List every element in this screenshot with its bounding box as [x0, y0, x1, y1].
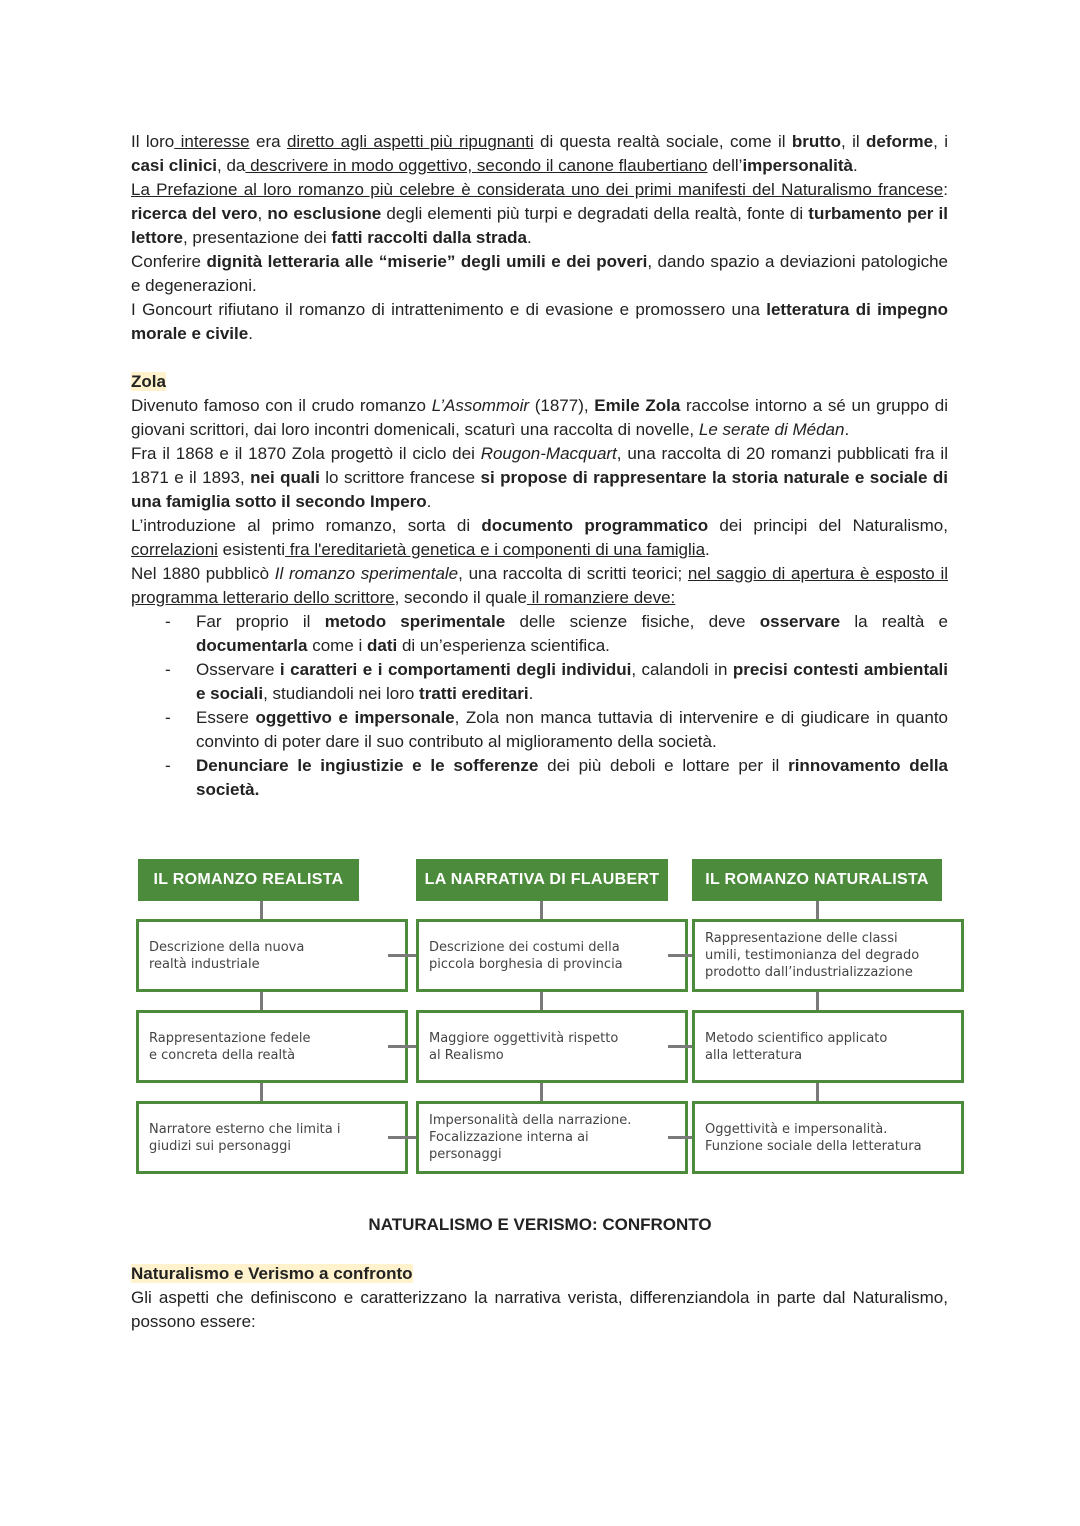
underlined-text: correlazioni — [131, 540, 218, 559]
bold-text: Emile Zola — [594, 396, 681, 415]
paragraph-zola-1 — [131, 394, 948, 442]
text: . — [526, 228, 532, 247]
text: (1877), — [529, 396, 595, 415]
comparison-diagram — [136, 859, 944, 1177]
text: . — [853, 156, 858, 175]
bold-text: brutto — [791, 132, 841, 151]
spacer — [131, 346, 948, 370]
list-item: - Essere oggettivo e impersonale, Zola non manca tuttavia di intervenire e di giudicare in quanto convinto di poter dare il suo contributo al miglioramento della società. — [131, 706, 948, 754]
text: , da — [217, 156, 246, 175]
document-body — [131, 130, 948, 802]
paragraph-goncourt — [131, 298, 948, 346]
text: Conferire — [131, 252, 207, 271]
connector-line — [816, 901, 819, 921]
connector-line — [540, 992, 543, 1012]
connector-line — [816, 992, 819, 1012]
bold-text: casi clinici — [131, 156, 217, 175]
verismo-section — [131, 1262, 948, 1334]
highlighted-heading: Zola — [131, 372, 166, 391]
text: , secondo il quale — [394, 588, 527, 607]
text: raccolse intorno a sé un gruppo di giovani scrittori, dai loro incontri domenicali, scaturì una raccolta di novelle, — [131, 396, 949, 439]
list-item: - Far proprio il metodo sperimentale delle scienze fisiche, deve osservare la realtà e documentarla come i dati di un’esperienza scientifica. — [131, 610, 948, 658]
text: , una raccolta di 20 romanzi pubblicati fra il 1871 e il 1893, — [131, 444, 948, 487]
text: di questa realtà sociale, come il — [533, 132, 792, 151]
italic-text: Le serate di Médan — [698, 420, 845, 439]
text: . — [426, 492, 432, 511]
list-item: - Denunciare le ingiustizie e le sofferenze dei più deboli e lottare per il rinnovamento della società. — [131, 754, 948, 802]
diagram-column-naturalista — [692, 859, 944, 1177]
text: , il — [840, 132, 867, 151]
heading-zola — [131, 370, 948, 394]
connector-line — [540, 901, 543, 921]
text: I Goncourt rifiutano il romanzo di intrattenimento e di evasione e promossero una — [131, 300, 767, 319]
connector-line — [668, 1045, 694, 1048]
bold-text: fatti raccolti dalla strada — [331, 228, 527, 247]
bold-text: no esclusione — [267, 204, 382, 223]
diagram-column-realista — [136, 859, 388, 1177]
connector-line — [260, 901, 263, 921]
text: . — [248, 324, 253, 343]
highlighted-heading: Naturalismo e Verismo a confronto — [131, 1264, 413, 1283]
text: Divenuto famoso con il crudo romanzo — [131, 396, 432, 415]
paragraph-zola-3 — [131, 514, 948, 562]
text: esistenti — [217, 540, 286, 559]
text: , dando spazio a deviazioni patologiche e degenerazioni. — [131, 252, 949, 295]
connector-line — [260, 992, 263, 1012]
diagram-box: Rappresentazione fedele e concreta della realtà — [136, 1010, 408, 1083]
bold-text: turbamento per il lettore — [131, 204, 948, 247]
connector-line — [668, 954, 694, 957]
text: , — [257, 204, 268, 223]
paragraph-prefazione — [131, 178, 948, 250]
bold-text: ricerca del vero — [131, 204, 258, 223]
text: Il loro — [131, 132, 175, 151]
diagram-box: Rappresentazione delle classi umili, testimonianza del degrado prodotto dall’industrializzazione — [692, 919, 964, 992]
bold-text: nei quali — [250, 468, 320, 487]
paragraph-verismo: Gli aspetti che definiscono e caratterizzano la narrativa verista, differenziandola in parte dal Naturalismo, possono essere: — [131, 1288, 948, 1331]
paragraph-zola-2 — [131, 442, 948, 514]
underlined-text: descrivere in modo oggettivo, secondo il canone flaubertiano — [245, 156, 708, 175]
underlined-text: nel saggio di apertura è esposto il programma letterario dello scrittore — [131, 564, 948, 607]
diagram-box: Maggiore oggettività rispetto al Realismo — [416, 1010, 688, 1083]
diagram-box: Impersonalità della narrazione. Focalizzazione interna ai personaggi — [416, 1101, 688, 1174]
diagram-box: Descrizione dei costumi della piccola borghesia di provincia — [416, 919, 688, 992]
text: . — [844, 420, 850, 439]
underlined-text: interesse — [174, 132, 250, 151]
paragraph-zola-4 — [131, 562, 948, 610]
italic-text: Il romanzo sperimentale — [274, 564, 459, 583]
diagram-box: Descrizione della nuova realtà industriale — [136, 919, 408, 992]
connector-line — [668, 1136, 694, 1139]
diagram-box: Narratore esterno che limita i giudizi sui personaggi — [136, 1101, 408, 1174]
connector-line — [260, 1083, 263, 1103]
text: Nel 1880 pubblicò — [131, 564, 275, 583]
romanziere-list — [131, 610, 948, 802]
paragraph-conferire — [131, 250, 948, 298]
italic-text: Rougon-Macquart — [480, 444, 617, 463]
list-item: - Osservare i caratteri e i comportamenti degli individui, calandoli in precisi contesti ambientali e sociali, studiandoli nei loro tratti ereditari. — [131, 658, 948, 706]
text: L’introduzione al primo romanzo, sorta di — [131, 516, 482, 535]
underlined-text: il romanziere deve: — [526, 588, 676, 607]
underlined-text: diretto agli aspetti più ripugnanti — [286, 132, 534, 151]
text: lo scrittore francese — [319, 468, 481, 487]
text: : — [943, 180, 948, 199]
paragraph-goncourt-interest — [131, 130, 948, 178]
text: dei principi del Naturalismo, — [708, 516, 948, 535]
underlined-text: La Prefazione al loro romanzo più celebre è considerata uno dei primi manifesti del Naturalismo francese — [131, 180, 944, 199]
bold-text: letteratura di impegno morale e civile — [131, 300, 948, 343]
connector-line — [388, 1045, 418, 1048]
column-header: IL ROMANZO REALISTA — [138, 859, 359, 901]
connector-line — [540, 1083, 543, 1103]
text: , i — [933, 132, 948, 151]
text: . — [705, 540, 710, 559]
section-title: NATURALISMO E VERISMO: CONFRONTO — [368, 1215, 712, 1234]
heading-verismo — [131, 1262, 948, 1286]
bold-text: documento programmatico — [481, 516, 709, 535]
bold-text: deforme — [866, 132, 934, 151]
text: Fra il 1868 e il 1870 Zola progettò il ciclo dei — [131, 444, 481, 463]
diagram-box: Oggettività e impersonalità. Funzione sociale della letteratura — [692, 1101, 964, 1174]
connector-line — [388, 954, 418, 957]
diagram-box: Metodo scientifico applicato alla letteratura — [692, 1010, 964, 1083]
column-header: LA NARRATIVA DI FLAUBERT — [416, 859, 668, 901]
text: degli elementi più turpi e degradati della realtà, fonte di — [381, 204, 809, 223]
bold-text: si propose di rappresentare la storia naturale e sociale di una famiglia sotto il secondo Impero — [131, 468, 949, 511]
column-header: IL ROMANZO NATURALISTA — [692, 859, 942, 901]
text: , presentazione dei — [182, 228, 332, 247]
bold-text: dignità letteraria alle “miserie” degli umili e dei poveri — [206, 252, 648, 271]
text: era — [249, 132, 287, 151]
connector-line — [816, 1083, 819, 1103]
italic-text: L’Assommoir — [431, 396, 530, 415]
connector-line — [388, 1136, 418, 1139]
underlined-text: fra l'ereditarietà genetica e i componenti di una famiglia — [285, 540, 706, 559]
bold-text: impersonalità — [742, 156, 853, 175]
diagram-column-flaubert — [416, 859, 668, 1177]
text: dell’ — [707, 156, 743, 175]
text: , una raccolta di scritti teorici; — [458, 564, 688, 583]
